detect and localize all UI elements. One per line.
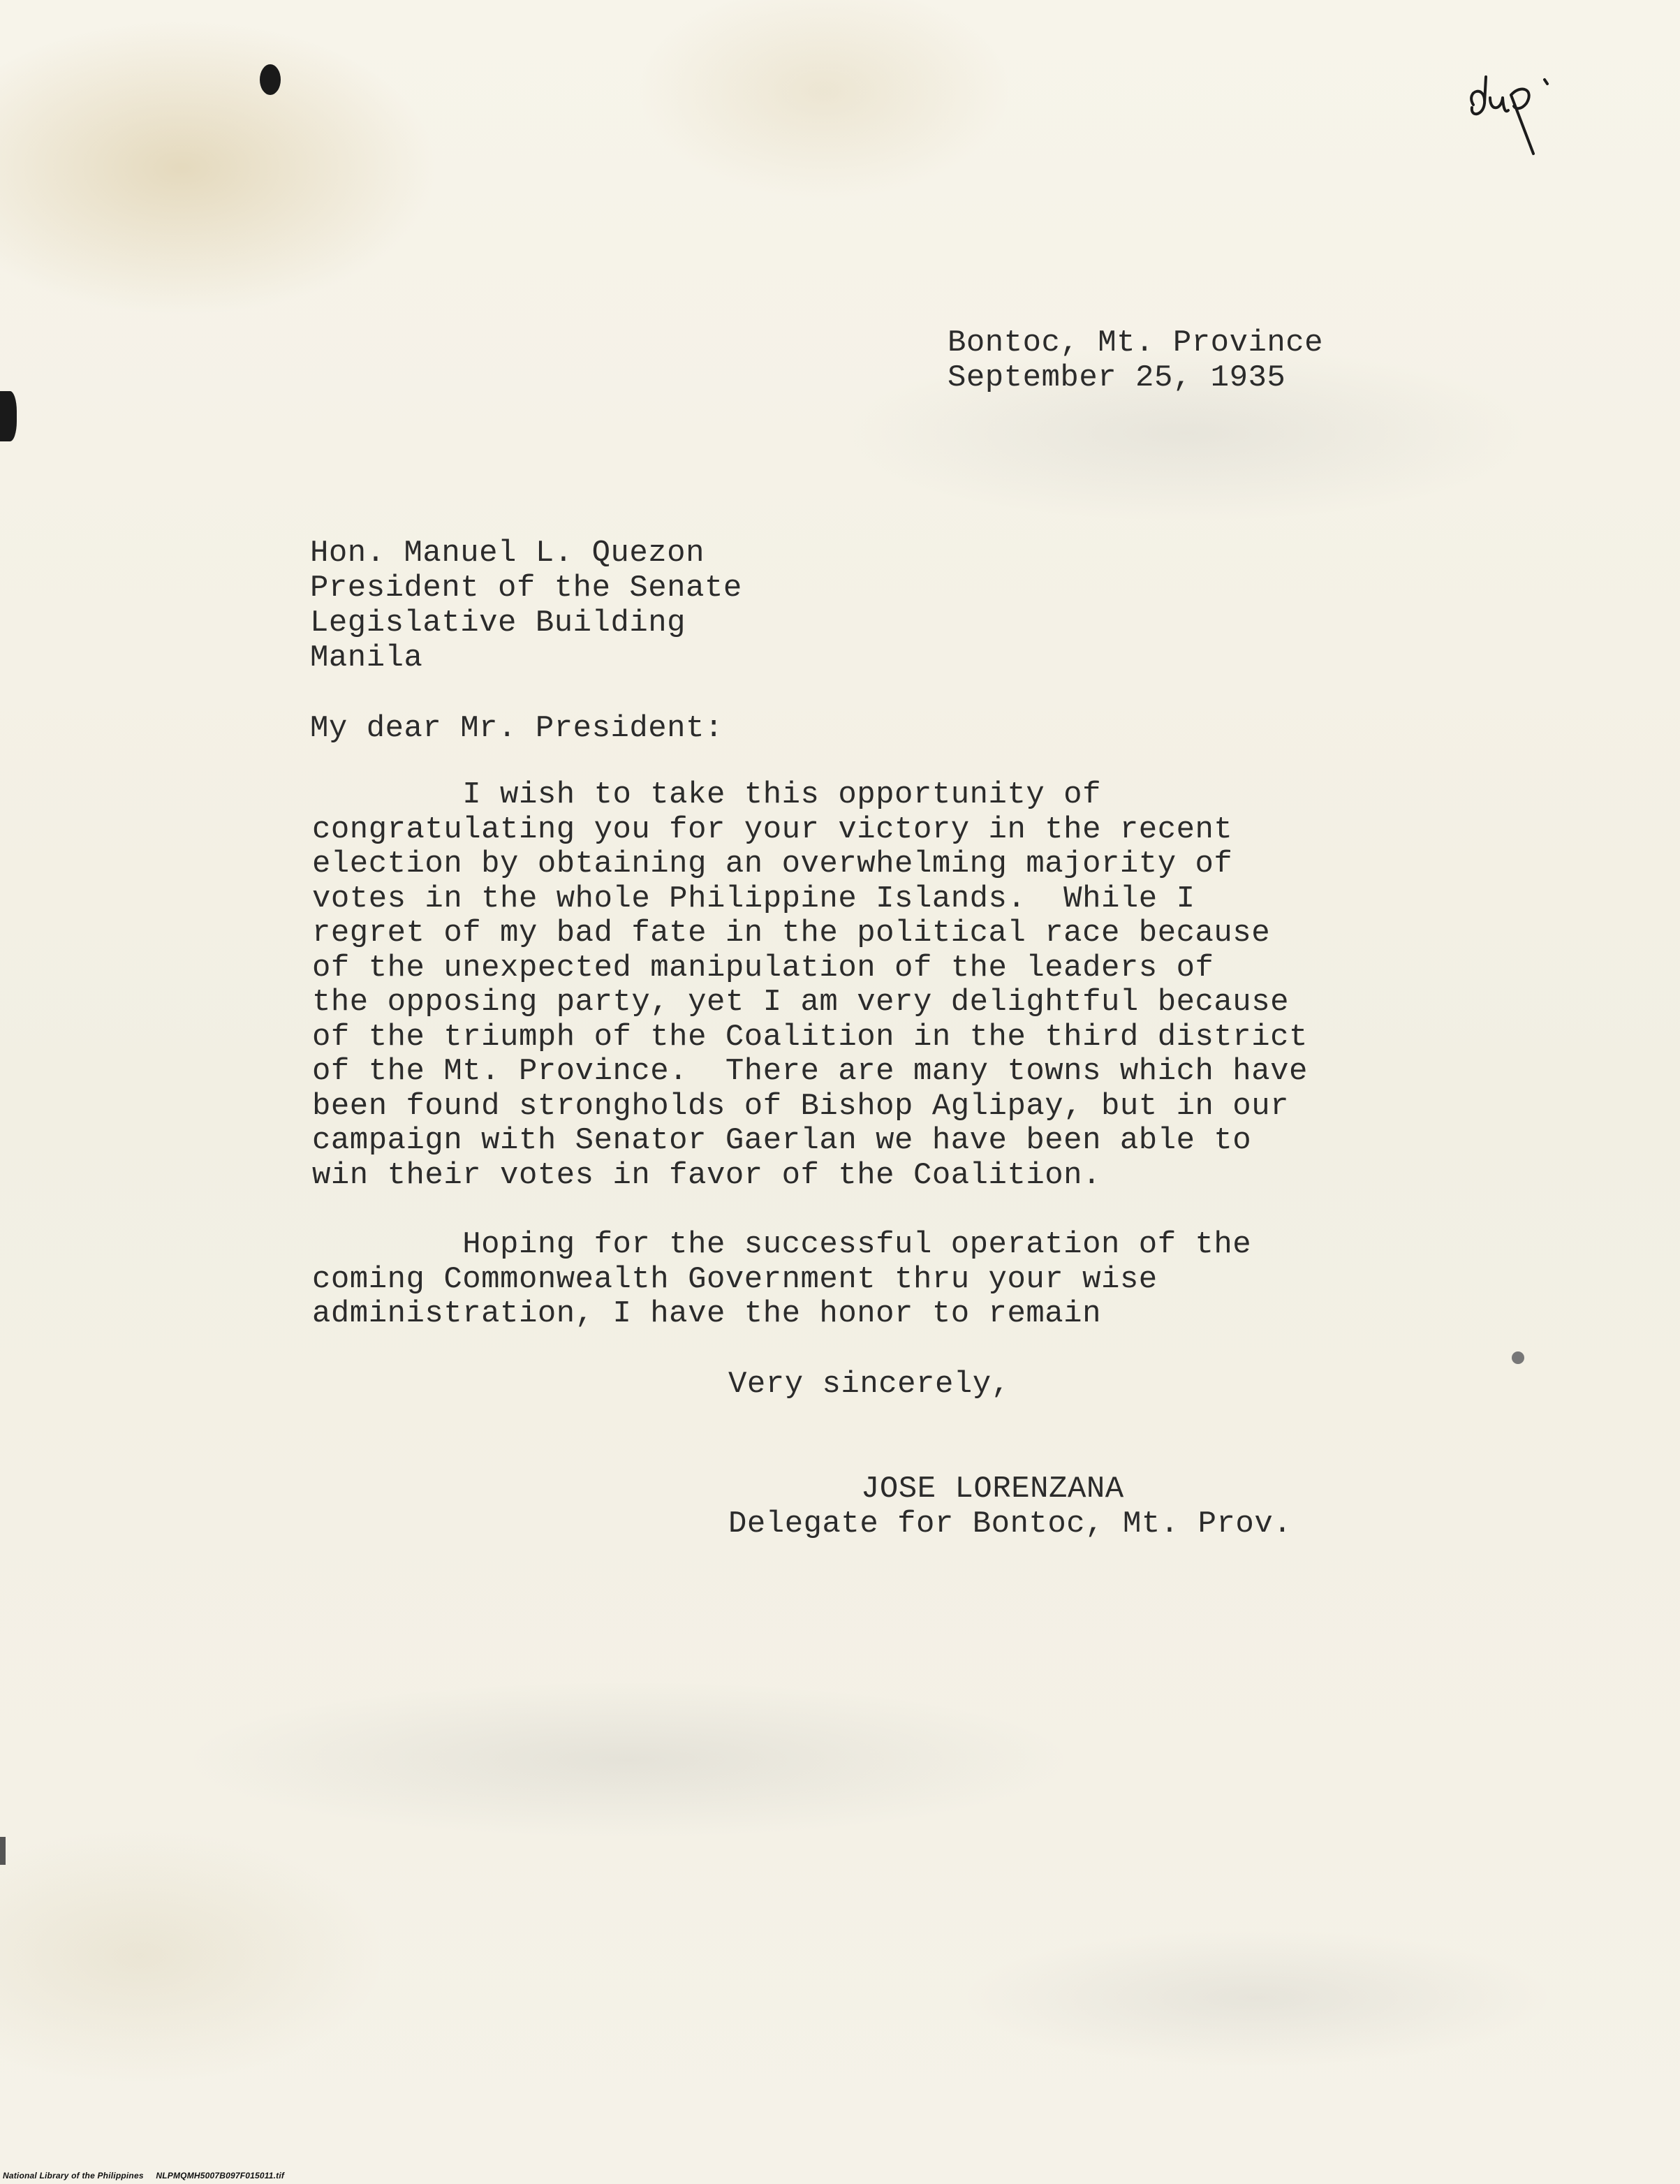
edge-mark xyxy=(0,1837,6,1865)
recipient-line: Hon. Manuel L. Quezon xyxy=(310,536,705,571)
body-line: of the unexpected manipulation of the leaders of xyxy=(312,951,1214,985)
body-line: campaign with Senator Gaerlan we have been able to xyxy=(312,1123,1252,1158)
body-line: of the triumph of the Coalition in the third district xyxy=(312,1020,1308,1055)
recipient-line: Legislative Building xyxy=(310,606,686,640)
body-line: of the Mt. Province. There are many towns which have xyxy=(312,1054,1308,1089)
handwritten-dup-note xyxy=(1465,49,1556,161)
body-line: votes in the whole Philippine Islands. While I xyxy=(312,881,1195,916)
archive-label: National Library of the Philippines xyxy=(3,2171,144,2181)
signer-title: Delegate for Bontoc, Mt. Prov. xyxy=(728,1507,1292,1541)
body-line: win their votes in favor of the Coalition. xyxy=(312,1158,1101,1193)
body-line: regret of my bad fate in the political race because xyxy=(312,916,1271,951)
ink-spot xyxy=(260,64,281,95)
body-line: I wish to take this opportunity of xyxy=(312,777,1101,812)
recipient-line: Manila xyxy=(310,640,423,675)
body-line: administration, I have the honor to remain xyxy=(312,1296,1101,1331)
closing: Very sincerely, xyxy=(728,1367,1010,1402)
archive-footer xyxy=(3,2171,284,2181)
salutation: My dear Mr. President: xyxy=(310,711,723,746)
body-line: election by obtaining an overwhelming majority of xyxy=(312,847,1233,881)
punch-hole-mark xyxy=(0,391,17,441)
signer-name: JOSE LORENZANA xyxy=(861,1472,1124,1507)
body-line: Hoping for the successful operation of the xyxy=(312,1227,1252,1262)
body-line: the opposing party, yet I am very delightful because xyxy=(312,985,1290,1020)
place-line: Bontoc, Mt. Province xyxy=(948,325,1324,360)
body-line: been found strongholds of Bishop Aglipay, but in our xyxy=(312,1089,1290,1124)
body-line: congratulating you for your victory in the recent xyxy=(312,812,1233,847)
body-line: coming Commonwealth Government thru your wise xyxy=(312,1262,1158,1297)
archive-file-id: NLPMQMH5007B097F015011.tif xyxy=(156,2171,285,2181)
ink-dot xyxy=(1512,1351,1524,1364)
date-line: September 25, 1935 xyxy=(948,360,1286,395)
recipient-line: President of the Senate xyxy=(310,571,742,606)
